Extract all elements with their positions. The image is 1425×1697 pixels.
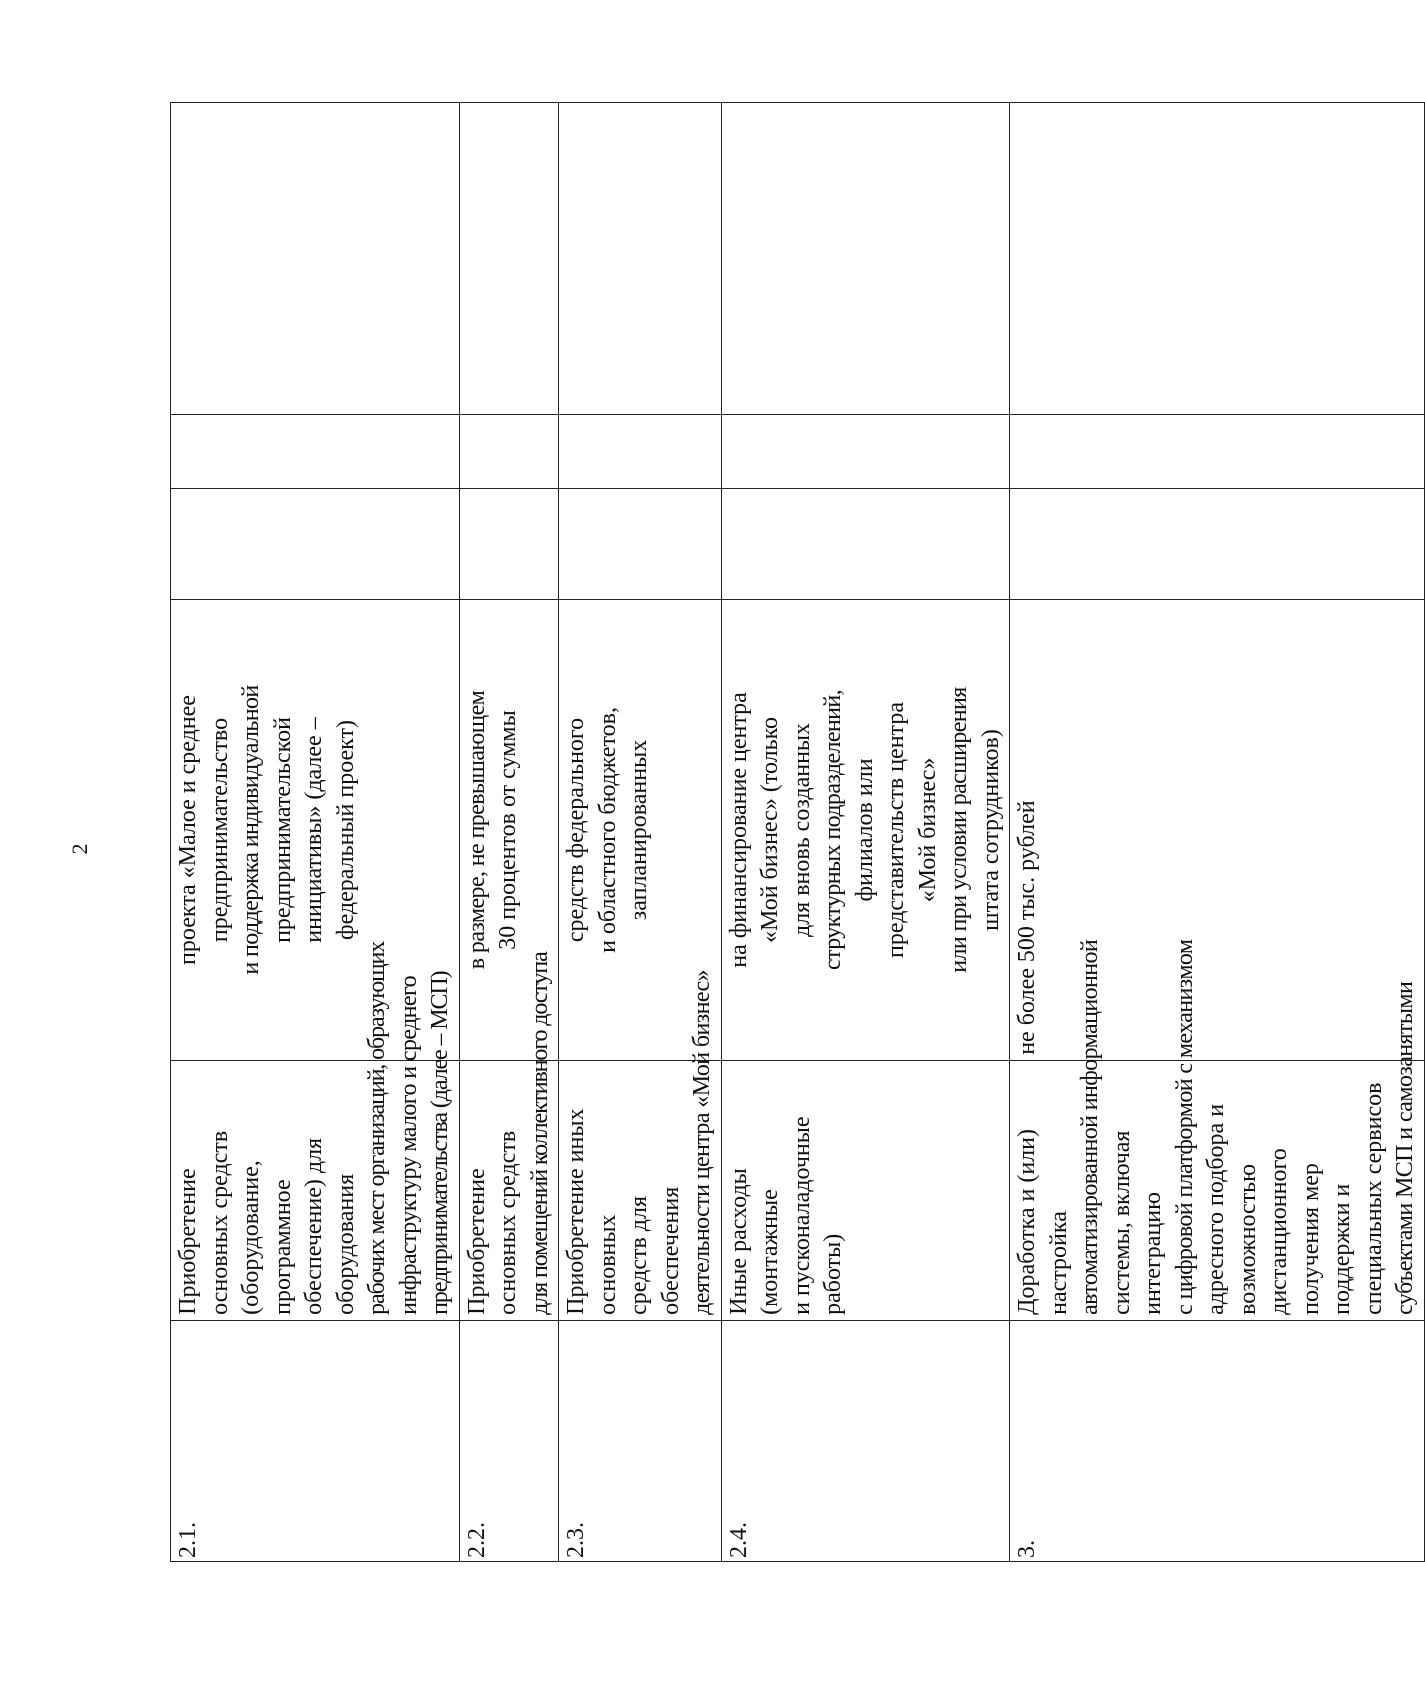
empty-cell [559, 414, 722, 489]
row-condition-line: проекта «Малое и среднее [175, 695, 201, 965]
empty-cell [559, 489, 722, 600]
row-name-line: инфраструктуру малого и среднего [395, 975, 422, 1315]
row-number: 2.2. [459, 1320, 559, 1561]
row-name-line: системы, включая интеграцию [1108, 1130, 1166, 1315]
row-name-line: Приобретение основных средств [175, 1130, 233, 1315]
empty-cell [1010, 414, 1425, 489]
empty-cell [171, 103, 460, 415]
row-number: 2.1. [171, 1320, 460, 1561]
empty-cell [171, 414, 460, 489]
empty-cell [459, 103, 559, 415]
empty-cell [1010, 103, 1425, 415]
empty-cell [721, 414, 1010, 489]
table-row-2-1 [171, 103, 460, 1562]
row-condition-line: инициативы» (далее – [301, 717, 327, 943]
row-condition-line: предпринимательской [269, 717, 296, 943]
row-name-line: для помещений коллективного доступа [526, 952, 553, 1315]
empty-cell [1010, 489, 1425, 600]
row-name-line: обеспечение) для оборудования [301, 1137, 359, 1315]
table-row-2-4 [721, 103, 1010, 1562]
row-condition-line: в размере, не превышающем [463, 690, 490, 970]
row-name-line: (оборудование, программное [238, 1160, 296, 1315]
row-condition-line: предпринимательство [206, 717, 233, 943]
empty-cell [559, 103, 722, 415]
row-name-line: с цифровой платформой с механизмом [1171, 939, 1198, 1315]
row-name-line: рабочих мест организаций, образующих [364, 941, 390, 1315]
row-condition-line: штата сотрудников) [977, 729, 1004, 931]
row-condition-line: 30 процентов от суммы [495, 710, 521, 950]
row-condition [1010, 600, 1425, 1061]
empty-cell [721, 489, 1010, 600]
row-condition-line: филиалов или [851, 758, 878, 902]
table-row-2-2 [459, 103, 559, 1562]
row-condition-line: и поддержка индивидуальной [238, 685, 264, 975]
row-name [459, 952, 559, 1320]
row-condition-line: и областного бюджетов, [594, 707, 621, 953]
row-condition-line: «Мой бизнес» (только [757, 716, 783, 944]
row-name-line: Приобретение основных средств [463, 1130, 521, 1315]
rotated-table-container [170, 102, 1418, 1562]
row-name [1010, 939, 1425, 1320]
empty-cell [721, 103, 1010, 415]
empty-cell [459, 414, 559, 489]
row-name [171, 941, 460, 1320]
row-condition-line: федеральный проект) [332, 720, 359, 940]
row-name-line: предпринимательства (далее – МСП) [427, 971, 453, 1315]
row-name-line: Иные расходы (монтажные [725, 1168, 783, 1315]
table-row-3 [1010, 103, 1425, 1562]
row-name-line: и пусконаладочные работы) [788, 1116, 846, 1315]
empty-cell [171, 489, 460, 600]
row-name [559, 970, 722, 1320]
row-name-line: субъектами МСП и самозанятыми [1392, 981, 1418, 1315]
row-name-line: дистанционного получения мер [1266, 1148, 1324, 1315]
row-name-line: адресного подбора и возможностью [1203, 1103, 1261, 1315]
row-condition-line: запланированных [626, 739, 652, 921]
row-condition-line: структурных подразделений, [820, 689, 846, 971]
table-row-2-3 [559, 103, 722, 1562]
row-name-line: поддержки и специальных сервисов [1329, 1082, 1387, 1315]
empty-cell [459, 489, 559, 600]
row-condition-line: представительств центра [883, 702, 909, 958]
row-condition-line: или при условии расширения [946, 687, 972, 973]
row-number: 3. [1010, 1320, 1425, 1561]
row-condition [721, 600, 1010, 1061]
row-condition-line: средств федерального [563, 717, 589, 943]
row-name-line: Приобретение иных основных [563, 1108, 621, 1315]
page-number: 2 [67, 843, 92, 855]
row-name-line: Доработка и (или) настройка [1014, 1129, 1072, 1315]
budget-table [170, 102, 1425, 1562]
row-name-line: средств для обеспечения [626, 1186, 684, 1315]
row-name-line: деятельности центра «Мой бизнес» [689, 970, 715, 1315]
row-condition-line: не более 500 тыс. рублей [1014, 800, 1040, 1055]
row-number: 2.3. [559, 1320, 722, 1561]
row-name [721, 1060, 1010, 1320]
row-condition-line: «Мой бизнес» [914, 757, 941, 903]
row-condition-line: для вновь созданных [788, 722, 815, 938]
row-condition-line: на финансирование центра [725, 692, 752, 968]
row-name-line: автоматизированной информационной [1077, 939, 1103, 1315]
row-number: 2.4. [721, 1320, 1010, 1561]
